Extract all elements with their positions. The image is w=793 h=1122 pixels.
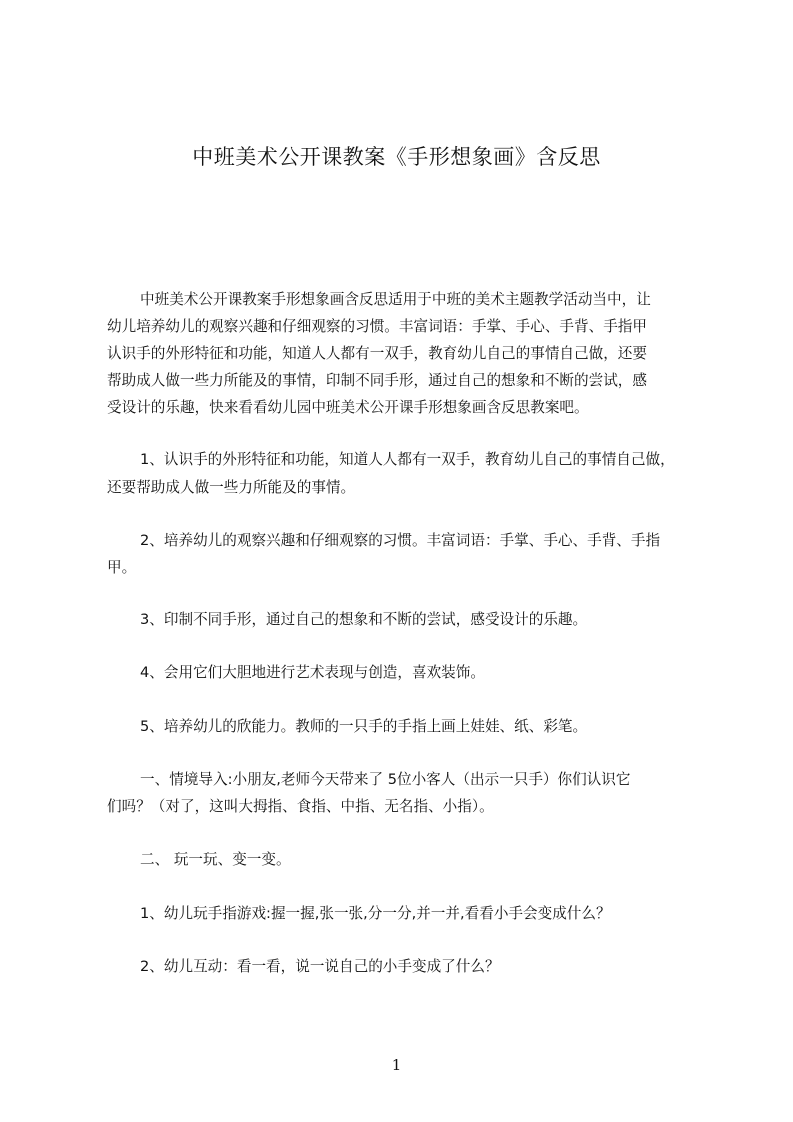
step-2-item-2: 2、幼儿互动：看一看，说一说自己的小手变成了什么？ [140, 958, 500, 975]
intro-line: 帮助成人做一些力所能及的事情，印制不同手形，通过自己的想象和不断的尝试，感 [107, 372, 647, 389]
goal-2-line: 甲。 [107, 559, 137, 576]
goal-5: 5、培养幼儿的欣能力。教师的一只手的手指上画上娃娃、纸、彩笔。 [140, 718, 588, 735]
intro-line: 幼儿培养幼儿的观察兴趣和仔细观察的习惯。丰富词语：手掌、手心、手背、手指甲 [107, 318, 647, 335]
goal-1-line: 还要帮助成人做一些力所能及的事情。 [107, 479, 356, 496]
intro-line: 受设计的乐趣，快来看看幼儿园中班美术公开课手形想象画含反思教案吧。 [107, 399, 589, 416]
goal-2-line: 2、培养幼儿的观察兴趣和仔细观察的习惯。丰富词语：手掌、手心、手背、手指 [140, 532, 661, 549]
step-1-line: 一、情境导入:小朋友,老师今天带来了 5位小客人（出示一只手）你们认识它 [140, 771, 631, 788]
document-title: 中班美术公开课教案《手形想象画》含反思 [192, 145, 601, 169]
intro-line: 认识手的外形特征和功能，知道人人都有一双手，教育幼儿自己的事情自己做，还要 [107, 345, 647, 362]
step-2-heading: 二、 玩一玩、变一变。 [140, 851, 291, 868]
intro-line: 中班美术公开课教案手形想象画含反思适用于中班的美术主题教学活动当中，让 [140, 291, 651, 308]
step-2-item-1: 1、幼儿玩手指游戏:握一握,张一张,分一分,并一并,看看小手会变成什么？ [140, 905, 611, 922]
goal-3: 3、印制不同手形，通过自己的想象和不断的尝试，感受设计的乐趣。 [140, 611, 588, 628]
goal-4: 4、会用它们大胆地进行艺术表现与创造，喜欢装饰。 [140, 664, 485, 681]
goal-1-line: 1、认识手的外形特征和功能，知道人人都有一双手，教育幼儿自己的事情自己做， [140, 451, 675, 468]
page-number: 1 [391, 1056, 402, 1074]
step-1-line: 们吗？（对了，这叫大拇指、食指、中指、无名指、小指）。 [107, 798, 494, 815]
